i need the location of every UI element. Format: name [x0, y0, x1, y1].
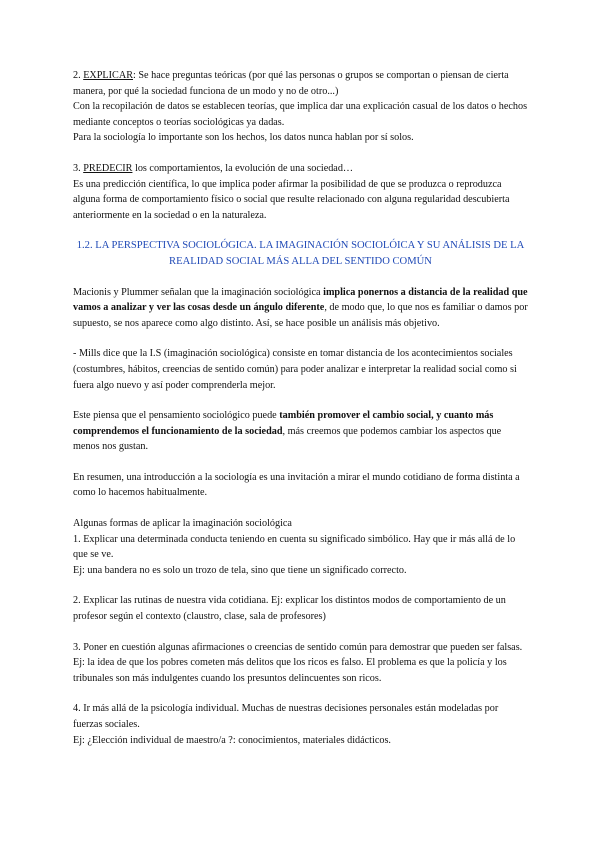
paragraph-prediccion: Es una predicción científica, lo que implica poder afirmar la posibilidad de que se produzca o reproduzca alguna forma de comportamiento físico o social que resulte relacionado con alguna regularidad descubierta anteriormente en la sociedad o en la naturaleza. — [73, 178, 510, 221]
list-item-4-example: Ej: ¿Elección individual de maestro/a ?: conocimientos, materiales didácticos. — [73, 734, 391, 746]
paragraph-resumen: En resumen, una introducción a la sociología es una invitación a mirar el mundo cotidiano de forma distinta a como lo hacemos habitualmente. — [73, 471, 520, 499]
list-item-4: 4. Ir más allá de la psicología individual. Muchas de nuestras decisiones personales están modeladas por fuerzas sociales. — [73, 703, 499, 730]
text-run: Macionis y Plummer señalan que la imaginación sociológica — [73, 286, 324, 298]
paragraph-macionis — [73, 285, 528, 332]
list-item-1: 1. Explicar una determinada conducta teniendo en cuenta su significado simbólico. Hay que ir más allá de lo que se ve. — [73, 533, 516, 561]
bold-text: implica ponernos a distancia de la realidad que vamos a analizar y ver las cosas desde un ángulo diferente — [73, 286, 528, 314]
list-item-3: 3. Poner en cuestión algunas afirmaciones o creencias de sentido común para demostrar que pueden ser falsas. — [73, 641, 523, 653]
bold-text: también promover el cambio social, y cuanto más comprendemos el funcionamiento de la sociedad — [73, 410, 494, 437]
section-explicar-text: : Se hace preguntas teóricas (por qué las personas o grupos se comportan o piensan de cierta manera, por qué la sociedad funciona de un modo y no de otro...) — [73, 70, 509, 97]
list-item-3-example: Ej: la idea de que los pobres cometen más delitos que los ricos es falso. El problema es que la policía y los tribunales son más indulgentes cuando los presuntos delincuentes son ricos. — [73, 657, 507, 684]
section-predecir — [73, 161, 528, 177]
section-number: 3. — [73, 162, 81, 174]
paragraph-cambio-social — [73, 408, 528, 455]
paragraph-hechos: Para la sociología lo importante son los hechos, los datos nunca hablan por sí solos. — [73, 132, 414, 144]
paragraph-recopilacion: Con la recopilación de datos se establecen teorías, que implica dar una explicación casual de los datos o hechos mediante conceptos o teorías sociológicas ya dadas. — [73, 101, 528, 128]
paragraph-mills: - Mills dice que la I.S (imaginación sociológica) consiste en tomar distancia de los acontecimientos sociales (costumbres, hábitos, creencias de sentido común) para poder analizar e interpretar la realidad social como si fuera algo nuevo y así poder comprenderla mejor. — [73, 348, 517, 391]
text-run: , más creemos que podemos cambiar los aspectos que menos nos gustan. — [73, 425, 502, 453]
list-item-2: 2. Explicar las rutinas de nuestra vida cotidiana. Ej: explicar los distintos modos de comportamiento de un profesor según el contexto (claustro, clase, sala de profesores) — [73, 595, 506, 623]
list-item-1-example: Ej: una bandera no es solo un trozo de tela, sino que tiene un significado correcto. — [73, 564, 407, 576]
list-intro: Algunas formas de aplicar la imaginación sociológica — [73, 518, 292, 530]
text-run: , de modo que, lo que nos es familiar o damos por supuesto, se nos aparece como algo distinto. Así, se hace posible un análisis más objetivo. — [73, 302, 528, 329]
section-heading: 1.2. LA PERSPECTIVA SOCIOLÓGICA. LA IMAGINACIÓN SOCIOLÓICA Y SU ANÁLISIS DE LA REALIDAD SOCIAL MÁS ALLA DEL SENTIDO COMÚN — [76, 240, 525, 267]
keyword-explicar: EXPLICAR — [83, 70, 133, 81]
section-predecir-text: los comportamientos, la evolución de una sociedad… — [132, 162, 354, 174]
keyword-predecir: PREDECIR — [83, 162, 133, 174]
section-explicar — [73, 68, 528, 99]
section-number: 2. — [73, 70, 81, 81]
text-run: Este piensa que el pensamiento sociológico puede — [73, 410, 280, 422]
